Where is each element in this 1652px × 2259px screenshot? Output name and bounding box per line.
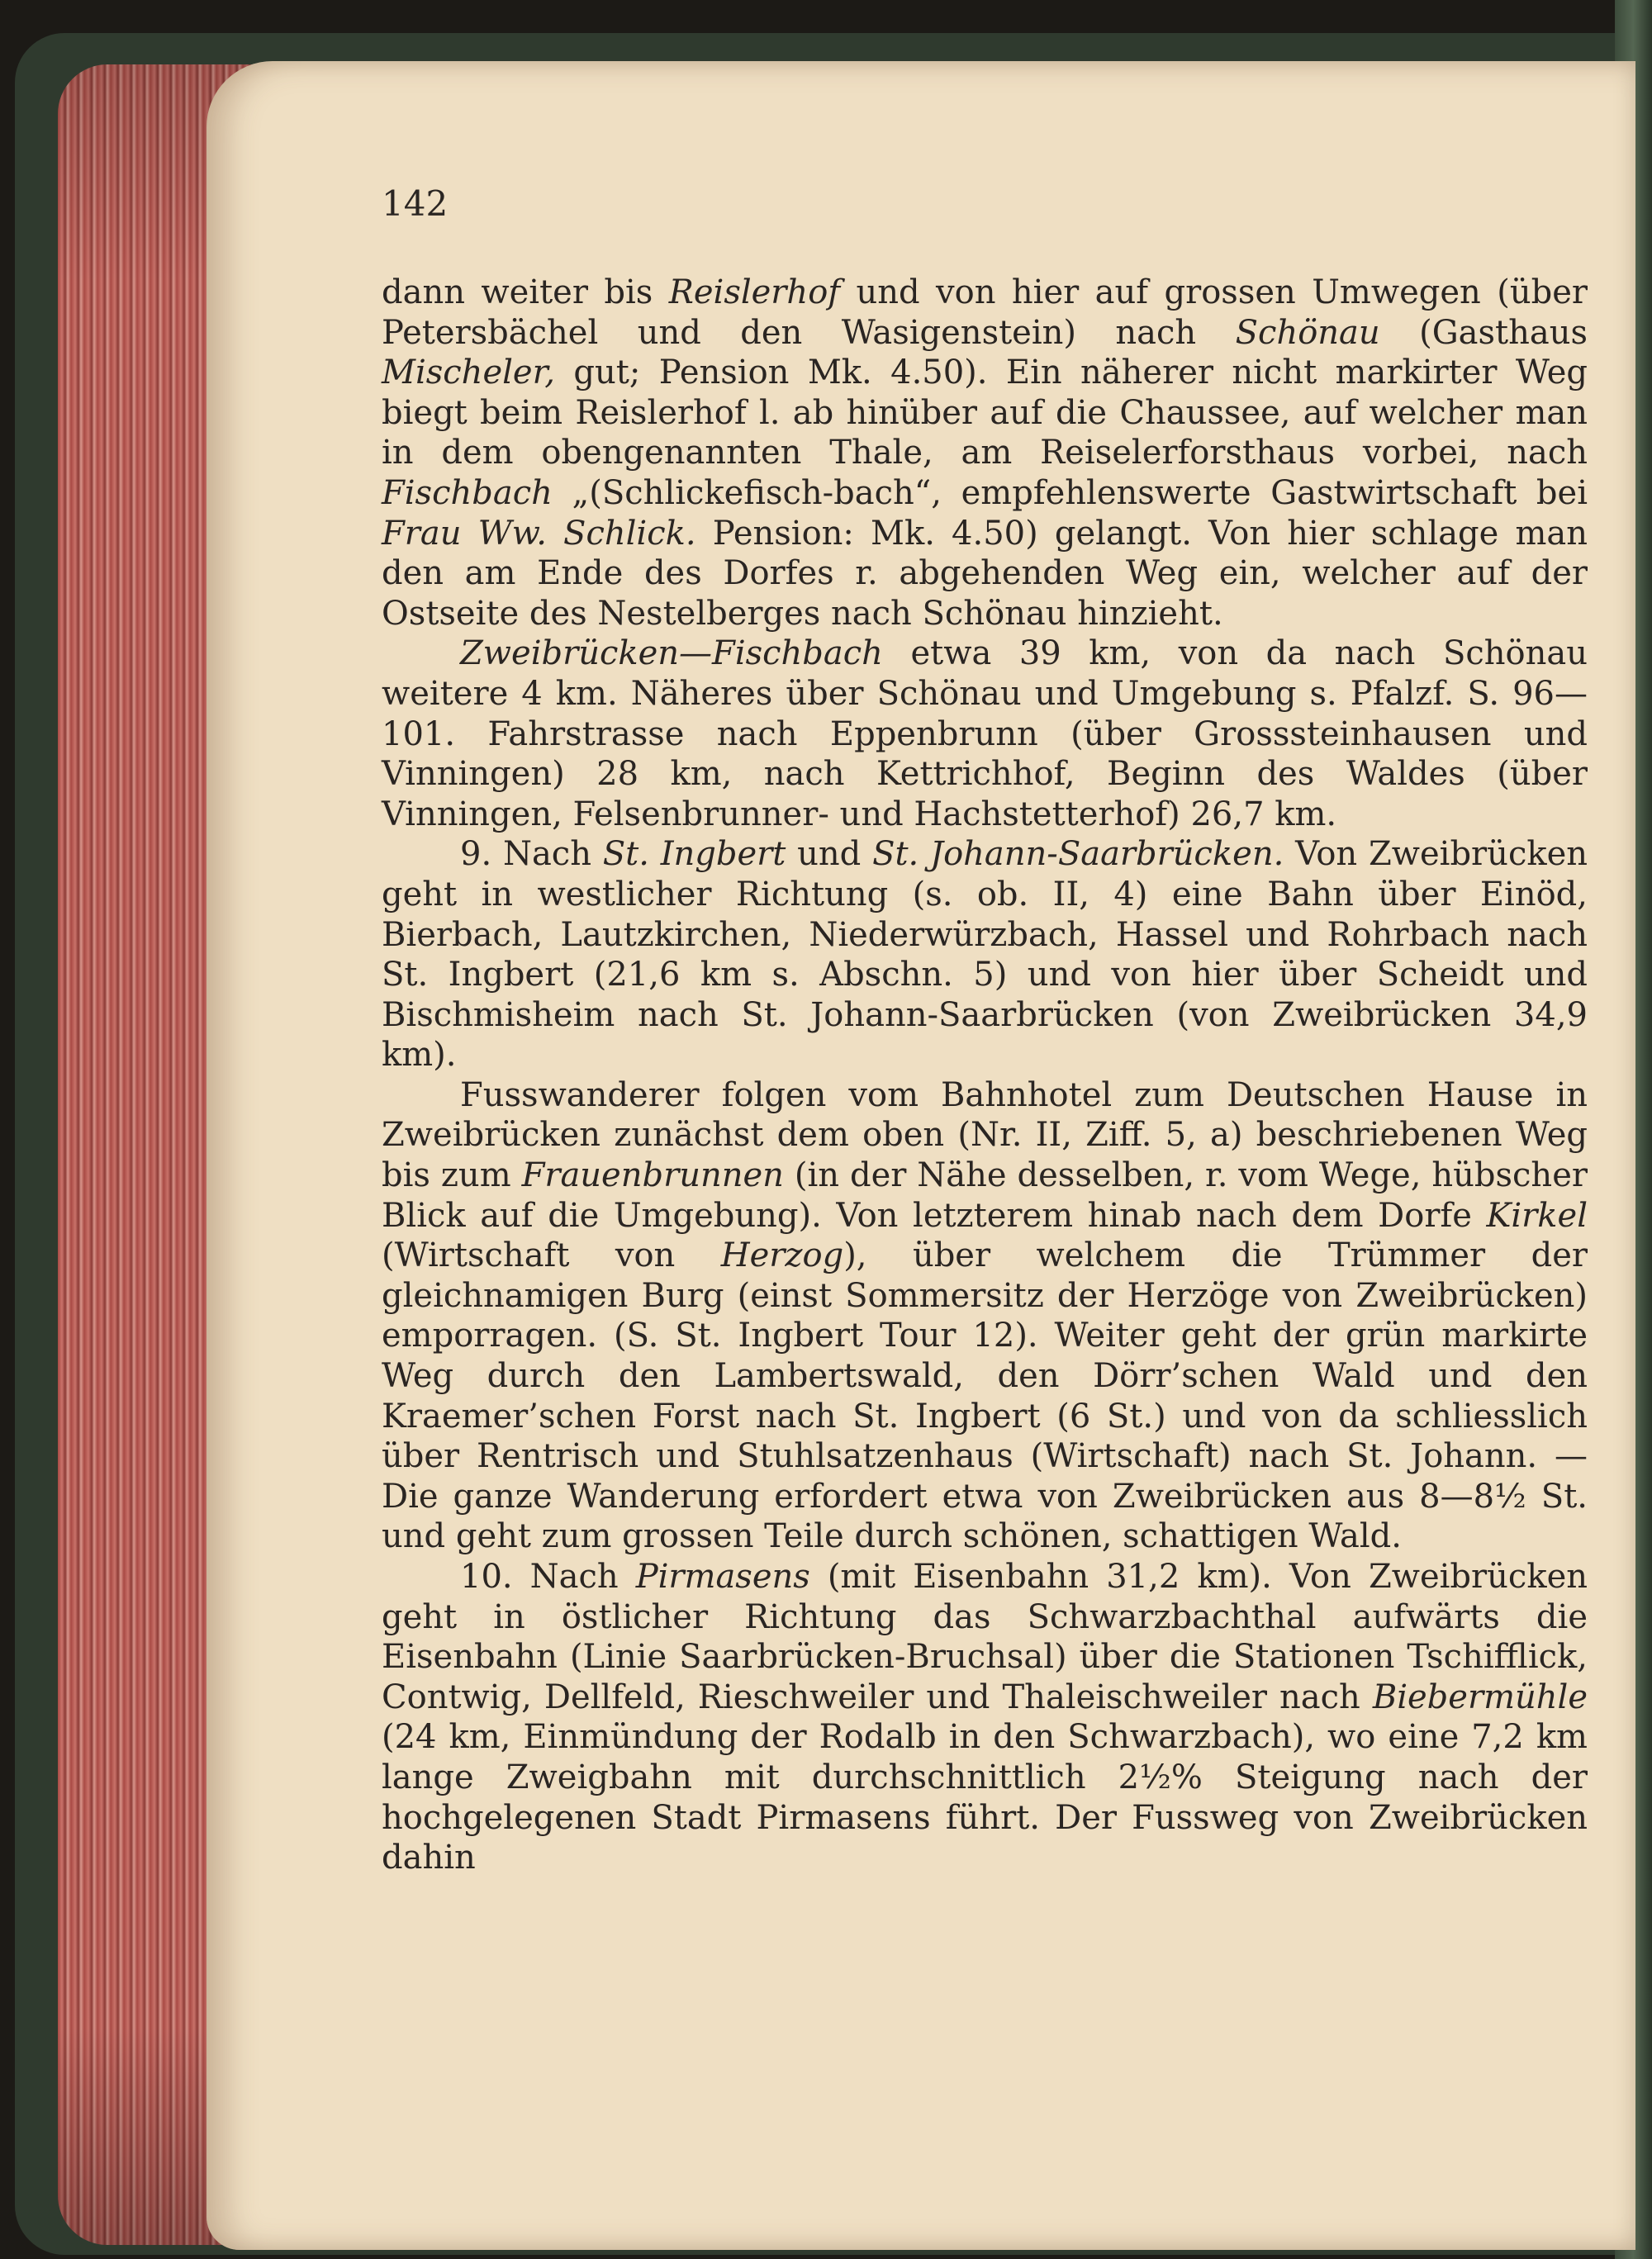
page-body [382, 273, 1588, 1878]
italic-term: Frau Ww. Schlick. [382, 514, 696, 553]
text-run: Pension: Mk. 4.50) gelangt. Von hier schlage man den am Ende des Dorfes r. abgehenden Weg ein, welcher auf der Ostseite des Nestelberges nach Schönau hinzieht. [382, 514, 1588, 633]
text-run: gut; Pension Mk. 4.50). Ein näherer nicht markirter Weg biegt beim Reislerhof l. ab hinüber auf die Chaussee, auf welcher man in dem obengenannten Thale, am Reiselerforsthaus vorbei, nach [382, 354, 1588, 472]
italic-term: Schönau [1235, 313, 1380, 352]
italic-term: Biebermühle [1372, 1678, 1588, 1716]
paragraph-1 [382, 273, 1588, 634]
italic-term: Zweibrücken—Fischbach [460, 634, 883, 673]
italic-term: St. Johann-Saarbrücken. [872, 835, 1284, 874]
italic-term: Frauenbrunnen [521, 1156, 784, 1195]
text-run: Von Zweibrücken geht in westlicher Richtung (s. ob. II, 4) eine Bahn über Einöd, Bierbach, Lautzkirchen, Niederwürzbach, Hassel und Rohrbach nach St. Ingbert (21,6 km s. Abschn. 5) und von hier über Scheidt und Bischmisheim nach St. Johann-Saarbrücken (von Zweibrücken 34,9 km). [382, 835, 1588, 1075]
italic-term: Mischeler, [382, 354, 556, 392]
text-run: und von hier auf grossen Umwegen (über Petersbächel und den Wasigenstein) nach [382, 273, 1588, 352]
italic-term: St. Ingbert [602, 835, 786, 874]
text-run: Fusswanderer folgen vom Bahnhotel zum Deutschen Hause in Zweibrücken zunächst dem oben (Nr. II, Ziff. 5, a) beschriebenen Weg bis zum [382, 1075, 1588, 1195]
paragraph-5 [382, 1557, 1588, 1878]
paragraph-2 [382, 634, 1588, 834]
paragraph-4 [382, 1075, 1588, 1557]
paragraph-3 [382, 834, 1588, 1075]
italic-term: Pirmasens [635, 1558, 810, 1596]
text-run: (in der Nähe desselben, r. vom Wege, hübscher Blick auf die Umgebung). Von letzterem hinab nach dem Dorfe [382, 1156, 1588, 1235]
italic-term: Fischbach [382, 473, 553, 512]
text-run: (Wirtschaft von [382, 1236, 721, 1275]
text-run: (24 km, Einmündung der Rodalb in den Schwarzbach), wo eine 7,2 km lange Zweigbahn mit durchschnittlich 2½% Steigung nach der hochgelegenen Stadt Pirmasens führt. Der Fussweg von Zweibrücken dahin [382, 1718, 1588, 1877]
text-run: „(Schlickefisch-bach“, empfehlenswerte Gastwirtschaft bei [552, 473, 1588, 512]
text-run: und [786, 835, 873, 874]
text-run: (mit Eisenbahn 31,2 km). Von Zweibrücken geht in östlicher Richtung das Schwarzbachthal aufwärts die Eisenbahn (Linie Saarbrücken-Bruchsal) über die Stationen Tschifflick, Contwig, Dellfeld, Rieschweiler und Thaleischweiler nach [382, 1558, 1588, 1716]
text-run: 9. Nach [460, 835, 603, 874]
italic-term: Kirkel [1486, 1196, 1588, 1235]
text-run: 10. Nach [460, 1558, 636, 1596]
text-run: etwa 39 km, von da nach Schönau weitere 4 km. Näheres über Schönau und Umgebung s. Pfalzf. S. 96—101. Fahrstrasse nach Eppenbrunn (über Grosssteinhausen und Vinningen) 28 km, nach Kettrichhof, Beginn des Waldes (über Vinningen, Felsenbrunner- und Hachstetterhof) 26,7 km. [382, 634, 1588, 833]
italic-term: Reislerhof [668, 273, 841, 311]
text-run: (Gasthaus [1379, 313, 1588, 352]
text-run: ), über welchem die Trümmer der gleichnamigen Burg (einst Sommersitz der Herzöge von Zweibrücken) emporragen. (S. St. Ingbert Tour 12). Weiter geht der grün markirte Weg durch den Lambertswald, den Dörr’schen Wald und den Kraemer’schen Forst nach St. Ingbert (6 St.) und von da schliesslich über Rentrisch und Stuhlsatzenhaus (Wirtschaft) nach St. Johann. — Die ganze Wanderung erfordert etwa von Zweibrücken aus 8—8½ St. und geht zum grossen Teile durch schönen, schattigen Wald. [382, 1236, 1588, 1556]
italic-term: Herzog [720, 1236, 844, 1275]
text-run: dann weiter bis [382, 273, 669, 311]
page-number: 142 [382, 183, 449, 224]
